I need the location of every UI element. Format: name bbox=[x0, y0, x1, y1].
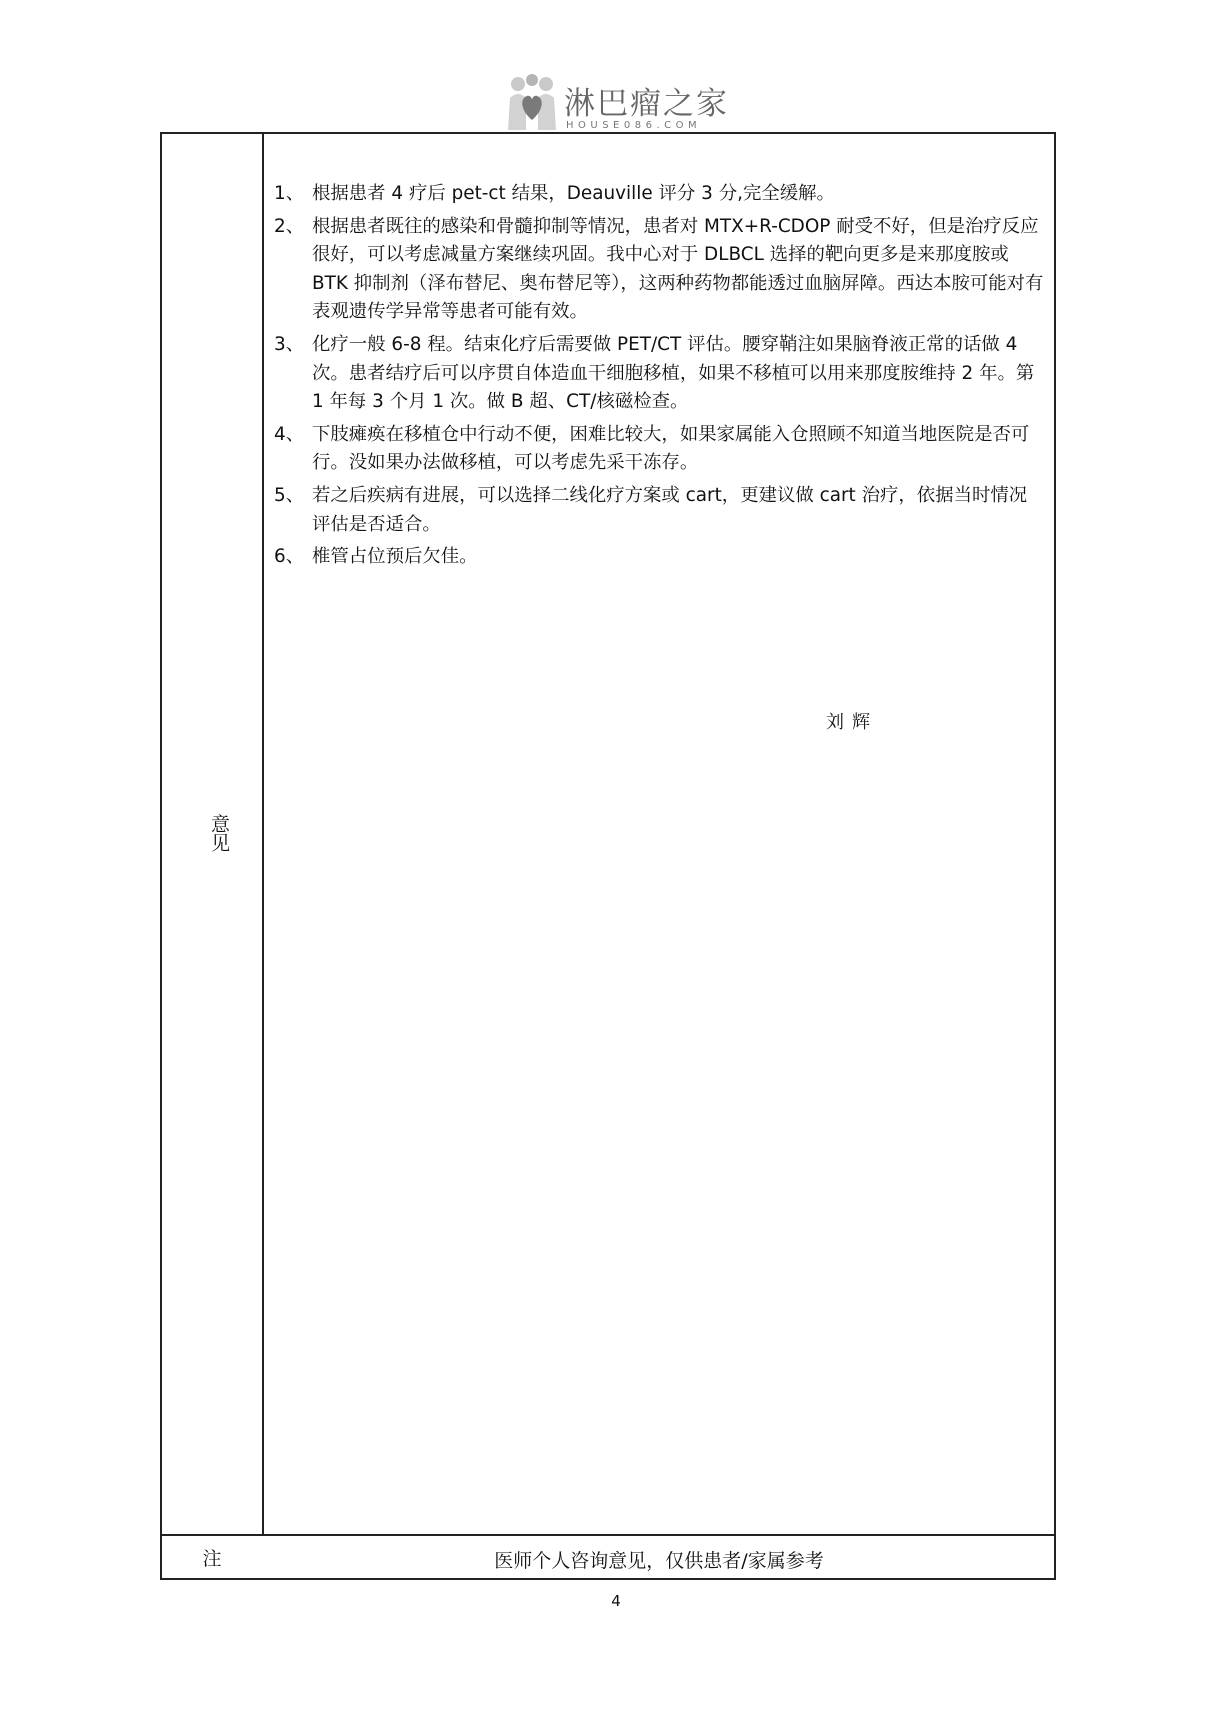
doctor-signature: 刘辉 bbox=[826, 712, 878, 733]
family-heart-icon bbox=[502, 72, 562, 134]
opinion-list bbox=[274, 180, 1044, 576]
opinion-table bbox=[160, 132, 1056, 1580]
list-item bbox=[274, 213, 1044, 327]
item-number: 5、 bbox=[274, 484, 305, 506]
list-item bbox=[274, 543, 1044, 572]
item-text: 若之后疾病有进展，可以选择二线化疗方案或 cart，更建议做 cart 治疗，依据当时情况评估是否适合。 bbox=[312, 484, 1028, 535]
item-text: 椎管占位预后欠佳。 bbox=[312, 546, 478, 568]
list-item bbox=[274, 421, 1044, 478]
note-row-label: 注 bbox=[202, 1548, 222, 1570]
item-number: 1、 bbox=[274, 183, 305, 204]
row-divider bbox=[162, 1534, 1054, 1536]
list-item bbox=[274, 331, 1044, 417]
header-logo bbox=[502, 72, 732, 134]
logo-subtitle: HOUSE086.COM bbox=[566, 120, 702, 131]
list-item bbox=[274, 482, 1044, 539]
item-number: 6、 bbox=[274, 546, 305, 568]
item-text: 根据患者 4 疗后 pet-ct 结果，Deauville 评分 3 分,完全缓解。 bbox=[312, 183, 835, 204]
note-text: 医师个人咨询意见，仅供患者/家属参考 bbox=[494, 1550, 824, 1572]
opinion-row-label: 意见 bbox=[208, 814, 230, 852]
list-item bbox=[274, 180, 1044, 209]
item-text: 下肢瘫痪在移植仓中行动不便，困难比较大，如果家属能入仓照顾不知道当地医院是否可行。没如果办法做移植，可以考虑先采干冻存。 bbox=[312, 423, 1030, 474]
page-number: 4 bbox=[611, 1592, 621, 1610]
item-text: 根据患者既往的感染和骨髓抑制等情况，患者对 MTX+R-CDOP 耐受不好，但是治疗反应很好，可以考虑减量方案继续巩固。我中心对于 DLBCL 选择的靶向更多是来那度胺或 BTK 抑制剂（泽布替尼、奥布替尼等），这两种药物都能透过血脑屏障。西达本胺可能对有表观遗传学异常等患者可能有效。 bbox=[312, 215, 1044, 323]
item-number: 3、 bbox=[274, 333, 305, 355]
logo-title: 淋巴瘤之家 bbox=[564, 86, 729, 122]
item-text: 化疗一般 6-8 程。结束化疗后需要做 PET/CT 评估。腰穿鞘注如果脑脊液正常的话做 4 次。患者结疗后可以序贯自体造血干细胞移植，如果不移植可以用来那度胺维持 2 年。第 1 年每 3 个月 1 次。做 B 超、CT/核磁检查。 bbox=[312, 333, 1035, 413]
column-divider bbox=[262, 134, 264, 1536]
item-number: 4、 bbox=[274, 423, 305, 445]
item-number: 2、 bbox=[274, 215, 305, 237]
